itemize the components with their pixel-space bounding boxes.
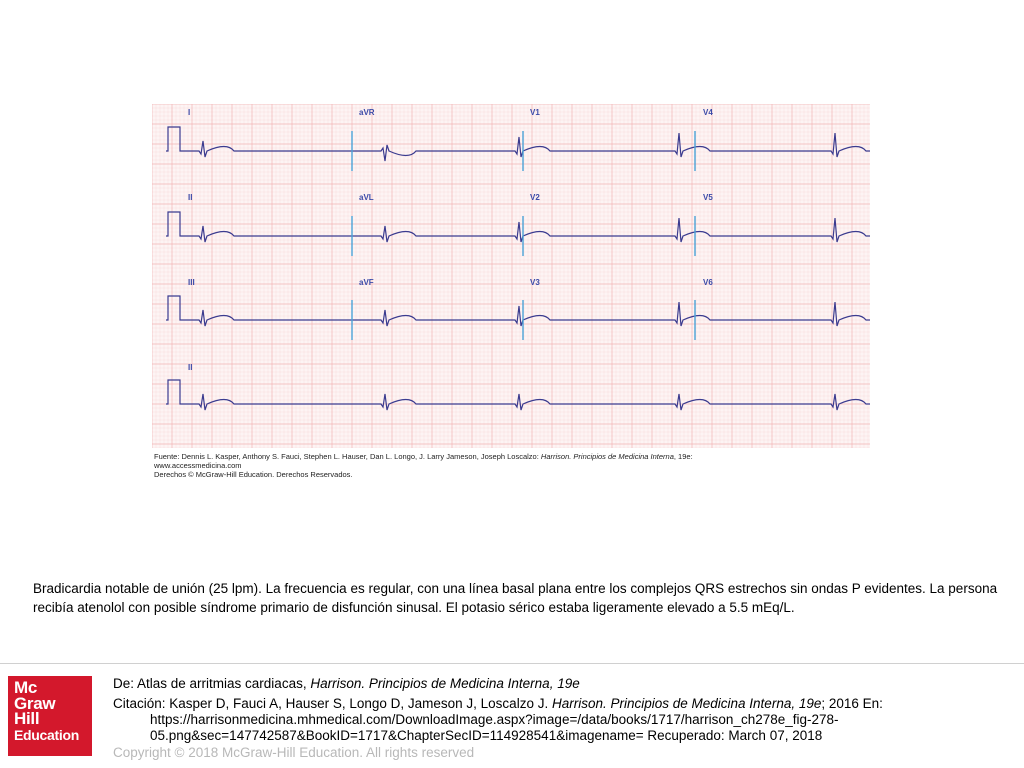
figure-url: www.accessmedicina.com bbox=[154, 461, 242, 470]
figure-rights: Derechos © McGraw-Hill Education. Derechos Reservados. bbox=[154, 470, 353, 479]
mcgraw-hill-logo: Mc Graw Hill Education bbox=[8, 676, 92, 756]
lead-label: II bbox=[188, 363, 193, 372]
lead-label: V3 bbox=[530, 278, 540, 287]
citation-url[interactable]: https://harrisonmedicina.mhmedical.com/DownloadImage.aspx?image=/data/books/1717/harrison_ch278e_fig-278- bbox=[150, 712, 839, 727]
figure-caption bbox=[152, 448, 870, 484]
copyright: Copyright © 2018 McGraw-Hill Education. All rights reserved bbox=[113, 745, 475, 760]
footer-divider bbox=[0, 663, 1024, 664]
lead-label: V1 bbox=[530, 108, 540, 117]
lead-label: V4 bbox=[703, 108, 713, 117]
lead-label: aVR bbox=[359, 108, 375, 117]
lead-label: aVF bbox=[359, 278, 374, 287]
lead-label: II bbox=[188, 193, 193, 202]
figure-source: Fuente: Dennis L. Kasper, Anthony S. Fauci, Stephen L. Hauser, Dan L. Longo, J. Larry Jameson, Joseph Loscalzo: Harrison. Principios de Medicina Interna, 19e: bbox=[154, 452, 693, 461]
citation: Citación: Kasper D, Fauci A, Hauser S, Longo D, Jameson J, Loscalzo J. Harrison. Principios de Medicina Interna, 19e; 2016 En: https://harrisonmedicina.mhmedical.com/DownloadImage.aspx?image=/data/books/1717/harrison_ch278e_fig-278- 05.png&sec=147742587&BookID=1717&ChapterSecID=114928541&imagename= Recuperado: March 07, 2018 bbox=[113, 696, 903, 744]
lead-label: aVL bbox=[359, 193, 374, 202]
lead-label: III bbox=[188, 278, 195, 287]
citation-url-continued[interactable]: 05.png&sec=147742587&BookID=1717&ChapterSecID=114928541&imagename= Recuperado: March 07, 2018 bbox=[150, 728, 823, 743]
ecg-strip bbox=[152, 104, 870, 448]
ecg-figure bbox=[152, 104, 870, 484]
figure-description: Bradicardia notable de unión (25 lpm). La frecuencia es regular, con una línea basal plana entre los complejos QRS estrechos sin ondas P evidentes. La persona recibía atenolol con posible síndrome primario de disfunción sinusal. El potasio sérico estaba ligeramente elevado a 5.5 mEq/L. bbox=[33, 581, 998, 615]
lead-label: V2 bbox=[530, 193, 540, 202]
lead-label: V5 bbox=[703, 193, 713, 202]
lead-label: V6 bbox=[703, 278, 713, 287]
lead-label: I bbox=[188, 108, 191, 117]
source-line: De: Atlas de arritmias cardiacas, Harrison. Principios de Medicina Interna, 19e bbox=[113, 676, 580, 691]
